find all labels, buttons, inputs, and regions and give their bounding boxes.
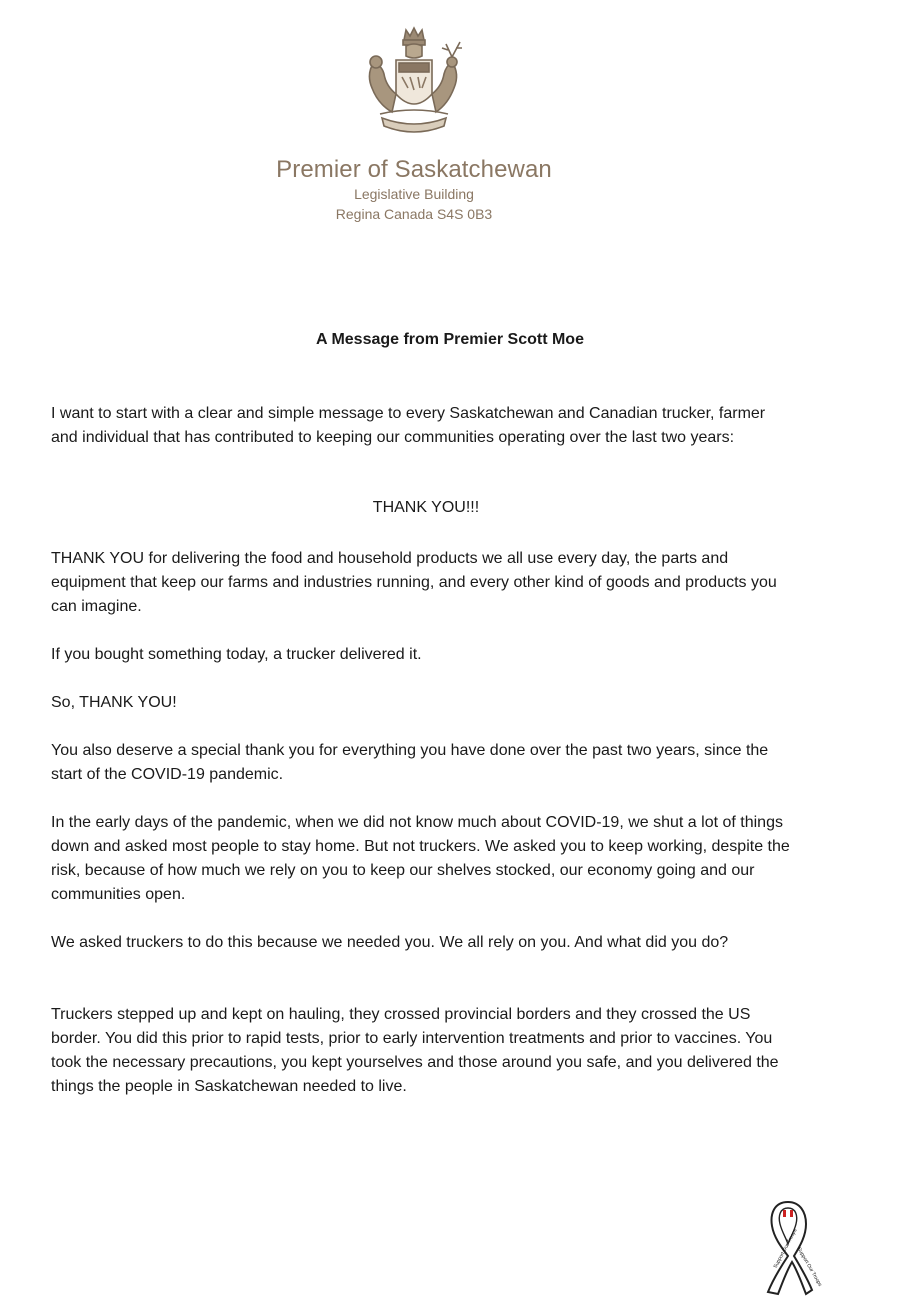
paragraph-so-thank-you: So, THANK YOU! [51, 694, 177, 711]
support-ribbon-icon [762, 1198, 823, 1296]
message-heading: A Message from Premier Scott Moe [316, 331, 584, 348]
paragraph-thank-you-banner: THANK YOU!!! [372, 499, 480, 516]
paragraph-stepped-up: Truckers stepped up and kept on hauling, they crossed provincial borders and they crossed the US border. You did this prior to rapid tests, prior to early intervention treatments and prior to vaccines. You took the necessary precautions, you kept yourselves and those around you safe, and you delivered the things the people in Saskatchewan needed to live. [51, 1006, 779, 1095]
paragraph-special-thanks: You also deserve a special thank you for everything you have done over the past two years, since the start of the COVID-19 pandemic. [51, 742, 769, 783]
paragraph-intro: I want to start with a clear and simple message to every Saskatchewan and Canadian trucker, farmer and individual that has contributed to keeping our communities operating over the last two years: [51, 405, 766, 446]
coat-of-arms-crest [352, 22, 476, 146]
paragraph-bought-something: If you bought something today, a trucker delivered it. [51, 646, 422, 663]
paragraph-asked-truckers: We asked truckers to do this because we needed you. We all rely on you. And what did you do? [51, 934, 729, 951]
paragraph-early-days: In the early days of the pandemic, when we did not know much about COVID-19, we shut a lot of things down and asked most people to stay home. But not truckers. We asked you to keep working, despite the risk, because of how much we rely on you to keep our shelves stocked, our economy going and our communities open. [51, 814, 790, 903]
ribbon-text-right: Support Our Troops [795, 1246, 823, 1288]
paragraph-delivering: THANK YOU for delivering the food and household products we all use every day, the parts and equipment that keep our farms and industries running, and every other kind of goods and products you can imagine. [51, 550, 777, 615]
ribbon-text-left: Support Our Troops [772, 1227, 799, 1270]
